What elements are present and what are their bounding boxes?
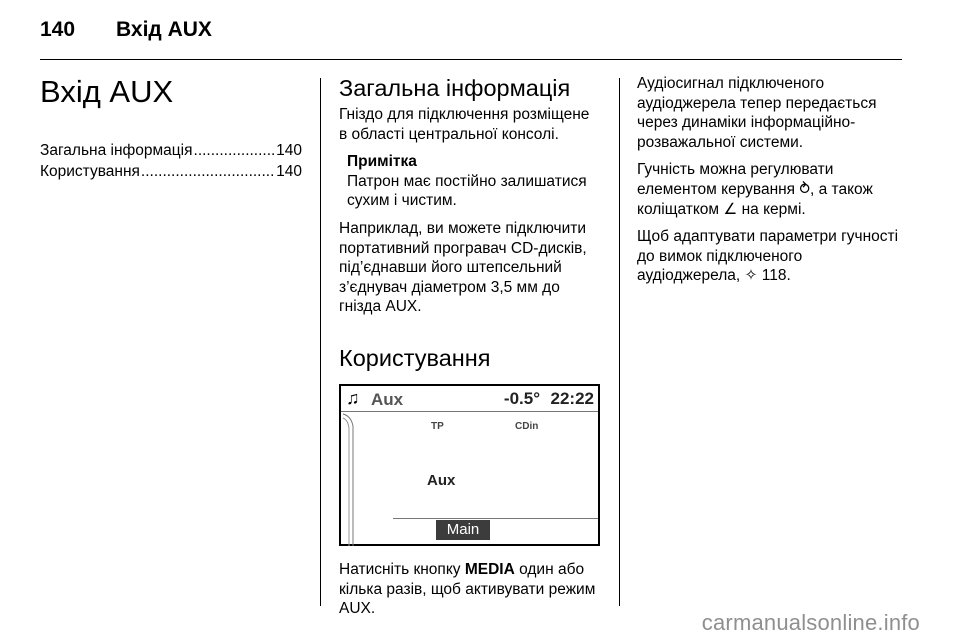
display-center-source: Aux [427,471,456,489]
toc-item-general[interactable] [40,140,302,161]
display-source-label: Aux [371,389,404,409]
usage-paragraph [339,560,601,619]
col3-p2-text-c: на кермі. [737,200,806,218]
watermark: carmanualsonline.info [701,610,920,635]
steering-wheel-roller-icon: ∠ [723,200,738,218]
page-reference-icon: ✧ [744,267,758,285]
toc-item-label: Загальна інформація [40,142,193,159]
note-text: Патрон має постійно залишатися сухим і чистим. [347,172,587,210]
toc-item-page: 140 [276,163,302,180]
toc-leader [194,140,276,161]
section-heading-general: Загальна інформація [339,75,571,101]
usage-text-a: Натисніть кнопку [339,560,465,578]
display-clock: 22:22 [550,388,594,408]
toc-column [40,74,302,182]
display-top-divider [341,411,598,412]
section-heading-usage: Користування [339,344,491,371]
col3-paragraph-2 [637,160,902,219]
toc-leader [141,161,275,182]
display-volume-value: -0.5° [503,388,540,408]
usage-text-b: один або кілька разів, щоб активувати режим AUX. [339,560,596,618]
note-box [347,152,601,211]
display-cdin-indicator: CDin [515,420,539,432]
display-main-softkey: Main [436,520,490,540]
general-paragraph-2: Наприклад, ви можете підключити портативний програвач CD-дисків, під’єднавши його штепсельний з’єднувач діаметром 3,5 мм до гнізда AUX. [339,219,587,316]
col3-paragraph-3 [637,227,902,286]
header-divider [40,59,902,60]
display-bottom-divider [393,518,598,519]
volume-knob-icon: ⥁ [799,180,810,198]
toc-item-page: 140 [276,142,302,159]
page-number: 140 [40,18,76,41]
content-column-2 [339,74,601,627]
media-key-label: MEDIA [464,560,515,578]
col3-paragraph-1: Аудіосигнал підключеного аудіоджерела тепер передається через динаміки інформаційно-розважальної системи. [637,75,877,151]
toc-item-label: Користування [40,163,140,180]
column-divider-1 [320,78,321,606]
music-note-icon: ♫ [346,387,360,408]
note-label: Примітка [347,153,417,171]
display-side-frame [341,412,359,546]
running-header-title: Вхід AUX [116,18,212,41]
chapter-title: Вхід AUX [40,74,174,109]
display-status-bar [341,386,598,411]
toc-item-usage[interactable] [40,161,302,182]
col3-p2-text-b: , а також коліщатком [637,180,873,218]
display-tp-indicator: TP [431,420,444,432]
infotainment-display-image [339,384,600,546]
column-divider-2 [619,78,620,606]
col3-p2-text-a: Гучність можна регулювати елементом керування [637,161,834,198]
col3-p3-text-b[interactable]: 118. [757,267,791,285]
general-paragraph-1: Гніздо для підключення розміщене в області центральної консолі. [339,106,590,143]
col3-p3-text-a: Щоб адаптувати параметри гучності до вимок підключеного аудіоджерела, [637,228,899,285]
content-column-3 [637,74,902,294]
